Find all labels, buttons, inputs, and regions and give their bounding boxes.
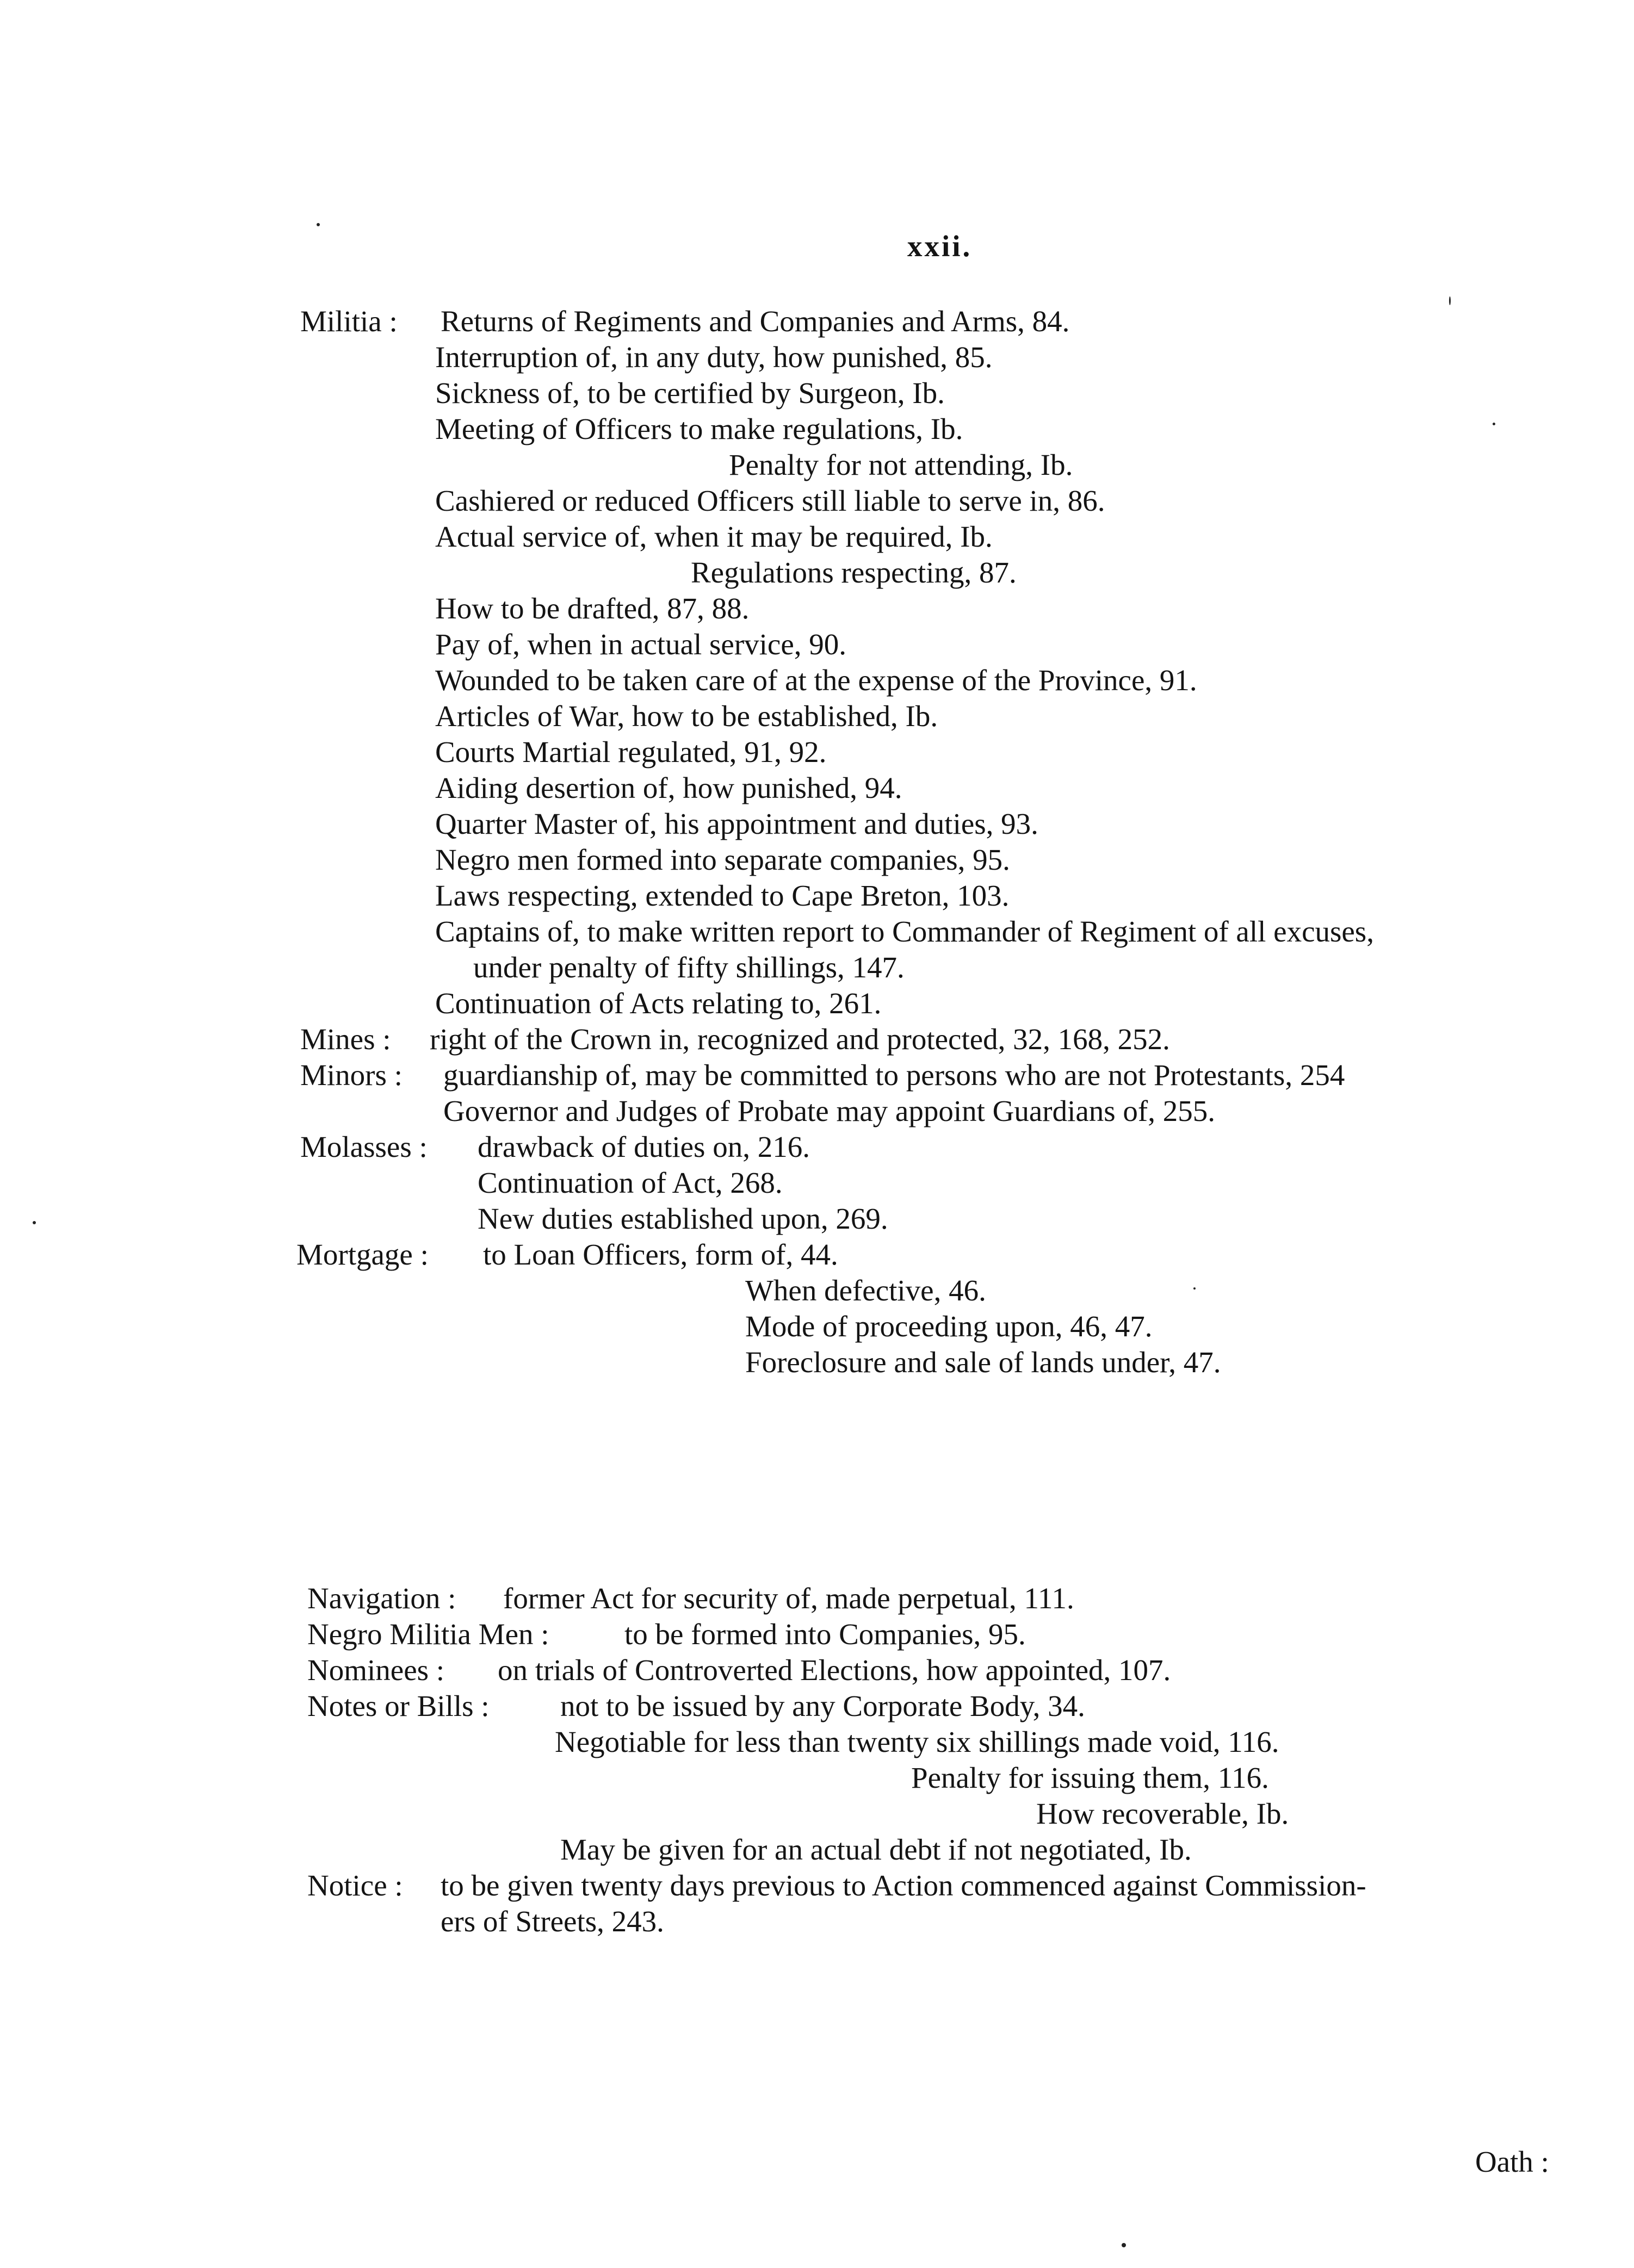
index-entry: Pay of, when in actual service, 90. — [435, 628, 847, 661]
index-subentry: Mode of proceeding upon, 46, 47. — [745, 1310, 1153, 1343]
index-entry: Aiding desertion of, how punished, 94. — [435, 771, 902, 804]
scan-speck — [1122, 2243, 1126, 2247]
index-entry: to Loan Officers, form of, 44. — [483, 1238, 838, 1271]
index-entry: not to be issued by any Corporate Body, 34. — [560, 1689, 1085, 1722]
index-entry: to be given twenty days previous to Action commenced against Commission- — [441, 1869, 1366, 1902]
index-entry: Wounded to be taken care of at the expense of the Province, 91. — [435, 664, 1197, 697]
index-entry: Actual service of, when it may be required, Ib. — [435, 520, 993, 553]
index-entry: Continuation of Act, 268. — [478, 1166, 783, 1199]
index-subentry: Foreclosure and sale of lands under, 47. — [745, 1346, 1221, 1379]
index-entry: New duties established upon, 269. — [478, 1202, 888, 1235]
index-heading-notice: Notice : — [307, 1869, 403, 1902]
index-entry: Articles of War, how to be established, Ib. — [435, 699, 938, 733]
scan-speck — [33, 1221, 36, 1224]
scan-speck — [1193, 1287, 1196, 1290]
index-entry: guardianship of, may be committed to persons who are not Protestants, 254 — [443, 1058, 1345, 1092]
index-heading-molasses: Molasses : — [300, 1130, 428, 1163]
index-entry: Interruption of, in any duty, how punished, 85. — [435, 340, 993, 374]
index-entry: Quarter Master of, his appointment and duties, 93. — [435, 807, 1038, 840]
index-subentry: May be given for an actual debt if not negotiated, Ib. — [560, 1833, 1192, 1866]
index-entry: to be formed into Companies, 95. — [624, 1618, 1026, 1651]
index-entry: Cashiered or reduced Officers still liable to serve in, 86. — [435, 484, 1105, 517]
index-subentry: Penalty for not attending, Ib. — [729, 448, 1073, 481]
index-entry: Continuation of Acts relating to, 261. — [435, 987, 882, 1020]
index-subentry: Negotiable for less than twenty six shillings made void, 116. — [555, 1725, 1279, 1758]
index-heading-mines: Mines : — [300, 1023, 391, 1056]
scan-speck — [317, 223, 320, 226]
index-entry: Meeting of Officers to make regulations, Ib. — [435, 412, 963, 445]
index-subentry: When defective, 46. — [745, 1274, 986, 1307]
index-heading-militia: Militia : — [300, 305, 398, 338]
index-entry: Negro men formed into separate companies, 95. — [435, 843, 1010, 876]
index-subentry: Regulations respecting, 87. — [691, 556, 1017, 589]
index-entry: Courts Martial regulated, 91, 92. — [435, 735, 827, 769]
index-entry: former Act for security of, made perpetual, 111. — [503, 1582, 1074, 1615]
index-entry: Laws respecting, extended to Cape Breton, 103. — [435, 879, 1010, 912]
scan-speck — [1449, 296, 1451, 305]
index-entry: Governor and Judges of Probate may appoint Guardians of, 255. — [443, 1094, 1215, 1127]
index-entry: right of the Crown in, recognized and protected, 32, 168, 252. — [430, 1023, 1170, 1056]
page-number: xxii. — [907, 230, 973, 263]
index-heading-notes: Notes or Bills : — [307, 1689, 490, 1722]
index-subentry: Penalty for issuing them, 116. — [911, 1761, 1269, 1794]
index-heading-minors: Minors : — [300, 1058, 403, 1092]
index-entry: on trials of Controverted Elections, how appointed, 107. — [498, 1653, 1171, 1687]
index-entry: Captains of, to make written report to Commander of Regiment of all excuses, — [435, 915, 1374, 948]
index-entry-continuation: ers of Streets, 243. — [441, 1905, 664, 1938]
index-heading-navigation: Navigation : — [307, 1582, 456, 1615]
catchword: Oath : — [1475, 2145, 1549, 2178]
scan-speck — [1493, 423, 1495, 425]
index-entry: How to be drafted, 87, 88. — [435, 592, 750, 625]
index-heading-negro-militia: Negro Militia Men : — [307, 1618, 549, 1651]
index-entry: Returns of Regiments and Companies and Arms, 84. — [441, 305, 1070, 338]
index-entry: drawback of duties on, 216. — [478, 1130, 810, 1163]
index-heading-nominees: Nominees : — [307, 1653, 445, 1687]
index-entry: Sickness of, to be certified by Surgeon, Ib. — [435, 376, 945, 410]
index-entry-continuation: under penalty of fifty shillings, 147. — [473, 951, 905, 984]
index-subentry: How recoverable, Ib. — [1036, 1797, 1289, 1830]
index-heading-mortgage: Mortgage : — [296, 1238, 429, 1271]
